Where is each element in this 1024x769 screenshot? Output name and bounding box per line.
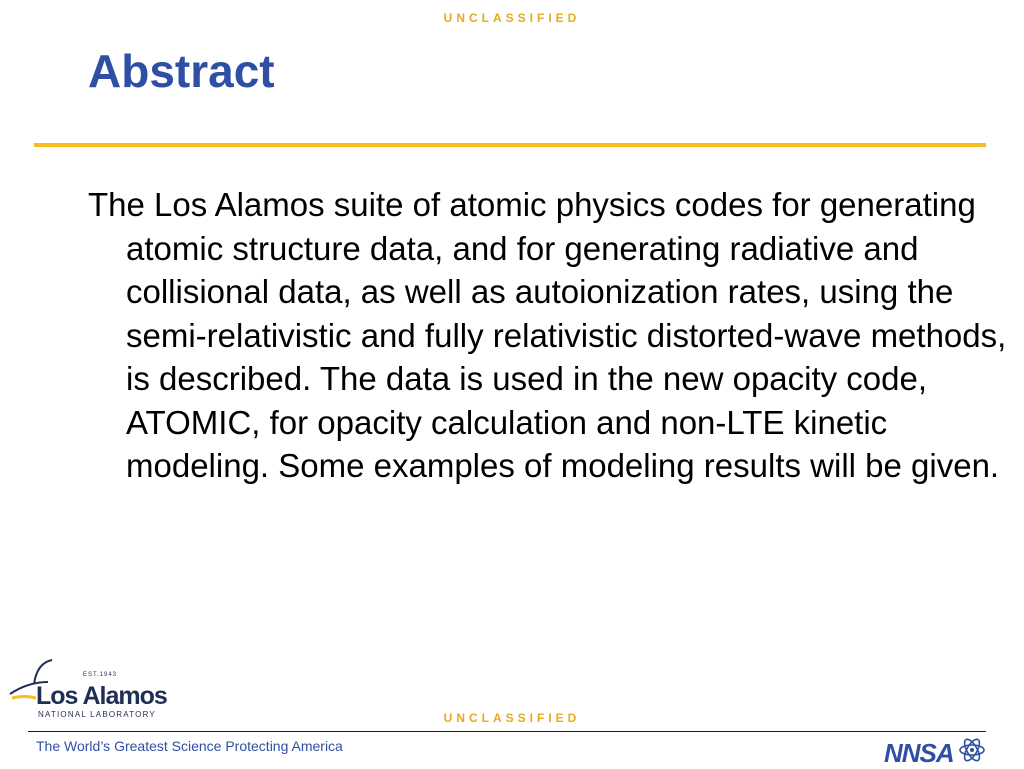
atom-icon	[958, 736, 986, 764]
classification-banner-top: UNCLASSIFIED	[443, 11, 581, 25]
footer-tagline: The World’s Greatest Science Protecting America	[36, 738, 343, 754]
abstract-text: The Los Alamos suite of atomic physics codes for generating atomic structure data, and for generating radiative and collisional data, as well as autoionization rates, using the semi-relativistic and fully relativistic distorted-wave methods, is described. The data is used in the new opacity code, ATOMIC, for opacity calculation and non-LTE kinetic modeling. Some examples of modeling results will be given.	[88, 186, 1007, 484]
title-divider	[34, 143, 986, 147]
lanl-est: EST.1943	[83, 672, 118, 678]
lanl-name: Los Alamos	[36, 682, 167, 710]
slide-title: Abstract	[88, 45, 275, 97]
lanl-subtitle: NATIONAL LABORATORY	[38, 710, 156, 719]
footer-divider	[28, 731, 986, 732]
nnsa-logo: NNSA	[884, 738, 954, 768]
classification-banner-bottom: UNCLASSIFIED	[443, 711, 581, 725]
